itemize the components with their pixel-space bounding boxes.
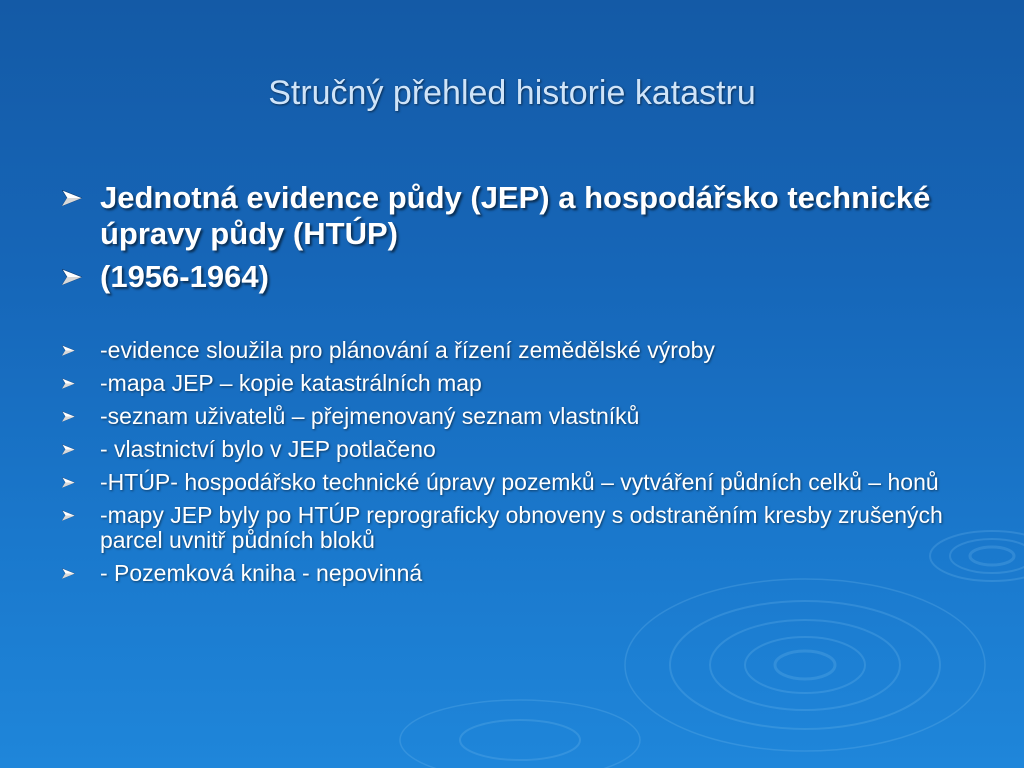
bullet-list bbox=[62, 180, 982, 594]
arrowhead-bullet-icon bbox=[62, 378, 75, 389]
sub-point-text: - vlastnictví bylo v JEP potlačeno bbox=[100, 436, 436, 462]
main-point-text: Jednotná evidence půdy (JEP) a hospodářsko technické úpravy půdy (HTÚP) bbox=[100, 180, 931, 251]
sub-point-text: - Pozemková kniha - nepovinná bbox=[100, 560, 423, 586]
main-point-text: (1956-1964) bbox=[100, 259, 269, 294]
sub-point bbox=[62, 338, 982, 363]
sub-point bbox=[62, 371, 982, 396]
sub-point-text: -mapy JEP byly po HTÚP reprograficky obnoveny s odstraněním kresby zrušených parcel uvnitř půdních bloků bbox=[100, 502, 943, 553]
sub-point bbox=[62, 437, 982, 462]
arrowhead-bullet-icon bbox=[62, 345, 75, 356]
arrowhead-bullet-icon bbox=[62, 444, 75, 455]
sub-point-text: -evidence sloužila pro plánování a řízení zemědělské výroby bbox=[100, 337, 715, 363]
arrowhead-bullet-icon bbox=[62, 568, 75, 579]
arrowhead-bullet-icon bbox=[62, 477, 75, 488]
sub-point bbox=[62, 503, 982, 553]
sub-point-text: -mapa JEP – kopie katastrálních map bbox=[100, 370, 482, 396]
sub-point bbox=[62, 404, 982, 429]
main-point bbox=[62, 180, 982, 252]
sub-point-text: -HTÚP- hospodářsko technické úpravy pozemků – vytváření půdních celků – honů bbox=[100, 469, 939, 495]
sub-point bbox=[62, 470, 982, 495]
slide-title: Stručný přehled historie katastru bbox=[268, 74, 756, 112]
arrowhead-bullet-icon bbox=[62, 411, 75, 422]
sub-point bbox=[62, 561, 982, 586]
sub-point-text: -seznam uživatelů – přejmenovaný seznam vlastníků bbox=[100, 403, 640, 429]
arrowhead-bullet-icon bbox=[62, 190, 82, 206]
arrowhead-bullet-icon bbox=[62, 269, 82, 285]
spacer bbox=[62, 302, 982, 338]
arrowhead-bullet-icon bbox=[62, 510, 75, 521]
main-point bbox=[62, 259, 982, 295]
